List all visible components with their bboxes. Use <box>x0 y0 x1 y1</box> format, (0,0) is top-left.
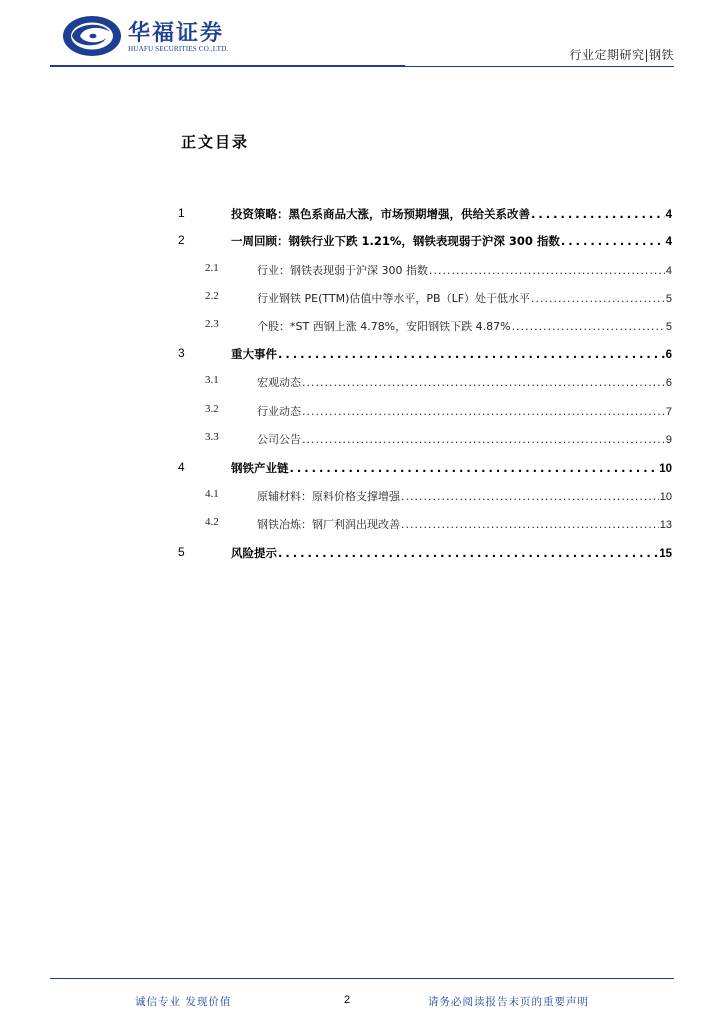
toc-dot-leader <box>278 347 665 361</box>
toc-entry-title[interactable]: 行业：钢铁表现弱于沪深 300 指数 <box>257 264 428 277</box>
toc-dot-leader <box>429 264 665 277</box>
toc-entry-page[interactable]: 13 <box>659 519 672 531</box>
toc-entry-title[interactable]: 公司公告 <box>257 433 301 446</box>
toc-entry-page[interactable]: 7 <box>665 406 672 418</box>
toc-entry-title[interactable]: 原辅材料：原料价格支撑增强 <box>257 490 400 503</box>
toc-entry[interactable] <box>0 318 724 336</box>
toc-entry-page[interactable]: 5 <box>665 293 672 305</box>
toc-entry-number: 3 <box>178 346 185 360</box>
toc-entry-page[interactable]: 4 <box>665 265 672 277</box>
toc-entry-page[interactable]: 10 <box>659 491 672 503</box>
toc-dot-leader <box>531 292 665 305</box>
toc-entry[interactable] <box>0 460 724 478</box>
toc-entry-title[interactable]: 行业动态 <box>257 405 301 418</box>
report-type-label: 行业定期研究|钢铁 <box>569 48 674 62</box>
toc-entry-line <box>257 318 672 334</box>
toc-entry-number: 5 <box>178 545 185 559</box>
toc-dot-leader <box>302 376 665 389</box>
toc-entry-number: 1 <box>178 206 185 220</box>
toc-entry-number: 2.2 <box>205 290 219 302</box>
toc-entry-number: 4 <box>178 460 185 474</box>
toc-entry[interactable] <box>0 516 724 534</box>
footer-divider <box>50 978 674 979</box>
toc-dot-leader <box>302 405 665 418</box>
toc-entry-line <box>231 346 672 362</box>
toc-entry[interactable] <box>0 403 724 421</box>
toc-entry-line <box>231 545 672 561</box>
toc-entry-line <box>257 431 672 447</box>
logo-english-name: HUAFU SECURITIES CO.,LTD. <box>128 45 229 53</box>
toc-entry[interactable] <box>0 233 724 251</box>
toc-entry-line <box>257 290 672 306</box>
toc-dot-leader <box>401 490 659 503</box>
logo-chinese-name: 华福证券 <box>128 20 225 46</box>
toc-entry[interactable] <box>0 206 724 224</box>
toc-entry-title[interactable]: 个股：*ST 西钢上涨 4.78%，安阳钢铁下跌 4.87% <box>257 320 511 333</box>
toc-entry-number: 4.2 <box>205 516 219 528</box>
toc-dot-leader <box>401 518 659 531</box>
toc-entry-title[interactable]: 行业钢铁 PE(TTM)估值中等水平，PB（LF）处于低水平 <box>257 292 531 305</box>
toc-entry[interactable] <box>0 374 724 392</box>
toc-entry-number: 3.1 <box>205 374 219 386</box>
toc-entry-line <box>257 516 672 532</box>
toc-entry-line <box>231 460 672 476</box>
toc-entry-line <box>257 374 672 390</box>
toc-entry[interactable] <box>0 346 724 364</box>
footer-slogan: 诚信专业 发现价值 <box>135 996 232 1008</box>
toc-entry-number: 4.1 <box>205 488 219 500</box>
toc-dot-leader <box>302 433 665 446</box>
toc-entry-line <box>257 488 672 504</box>
toc-entry-line <box>231 206 672 222</box>
page-number: 2 <box>344 994 351 1006</box>
toc-entry[interactable] <box>0 488 724 506</box>
toc-entry-number: 2 <box>178 233 185 247</box>
toc-entry-number: 2.3 <box>205 318 219 330</box>
toc-entry-line <box>257 403 672 419</box>
toc-dot-leader <box>561 234 665 248</box>
toc-entry-number: 3.3 <box>205 431 219 443</box>
toc-title: 正文目录 <box>181 133 250 151</box>
toc-entry-number: 2.1 <box>205 262 219 274</box>
toc-entry[interactable] <box>0 545 724 563</box>
toc-entry-page[interactable]: 9 <box>665 434 672 446</box>
toc-dot-leader <box>512 320 665 333</box>
toc-entry-number: 3.2 <box>205 403 219 415</box>
toc-entry-title[interactable]: 一周回顾：钢铁行业下跌 1.21%，钢铁表现弱于沪深 300 指数 <box>231 234 560 248</box>
toc-entry-title[interactable]: 宏观动态 <box>257 376 301 389</box>
toc-entry-page[interactable]: 6 <box>665 349 672 361</box>
toc-entry-line <box>257 262 672 278</box>
toc-entry-page[interactable]: 15 <box>659 548 672 560</box>
toc-entry-page[interactable]: 10 <box>659 463 672 475</box>
toc-entry[interactable] <box>0 431 724 449</box>
toc-entry-title[interactable]: 钢铁冶炼：钢厂利润出现改善 <box>257 518 400 531</box>
footer-disclaimer: 请务必阅读报告末页的重要声明 <box>428 996 589 1008</box>
toc-entry-page[interactable]: 4 <box>665 209 672 221</box>
toc-entry[interactable] <box>0 290 724 308</box>
toc-entry[interactable] <box>0 262 724 280</box>
toc-dot-leader <box>531 207 665 221</box>
toc-entry-title[interactable]: 钢铁产业链 <box>231 461 289 475</box>
toc-entry-page[interactable]: 6 <box>665 377 672 389</box>
toc-entry-title[interactable]: 风险提示 <box>231 546 277 560</box>
toc-dot-leader <box>278 546 658 560</box>
toc-entry-line <box>231 233 672 249</box>
toc-entry-page[interactable]: 5 <box>665 321 672 333</box>
toc-entry-page[interactable]: 4 <box>665 236 672 248</box>
toc-entry-title[interactable]: 投资策略：黑色系商品大涨，市场预期增强，供给关系改善 <box>231 207 530 221</box>
toc-entry-title[interactable]: 重大事件 <box>231 347 277 361</box>
toc-dot-leader <box>290 461 659 475</box>
